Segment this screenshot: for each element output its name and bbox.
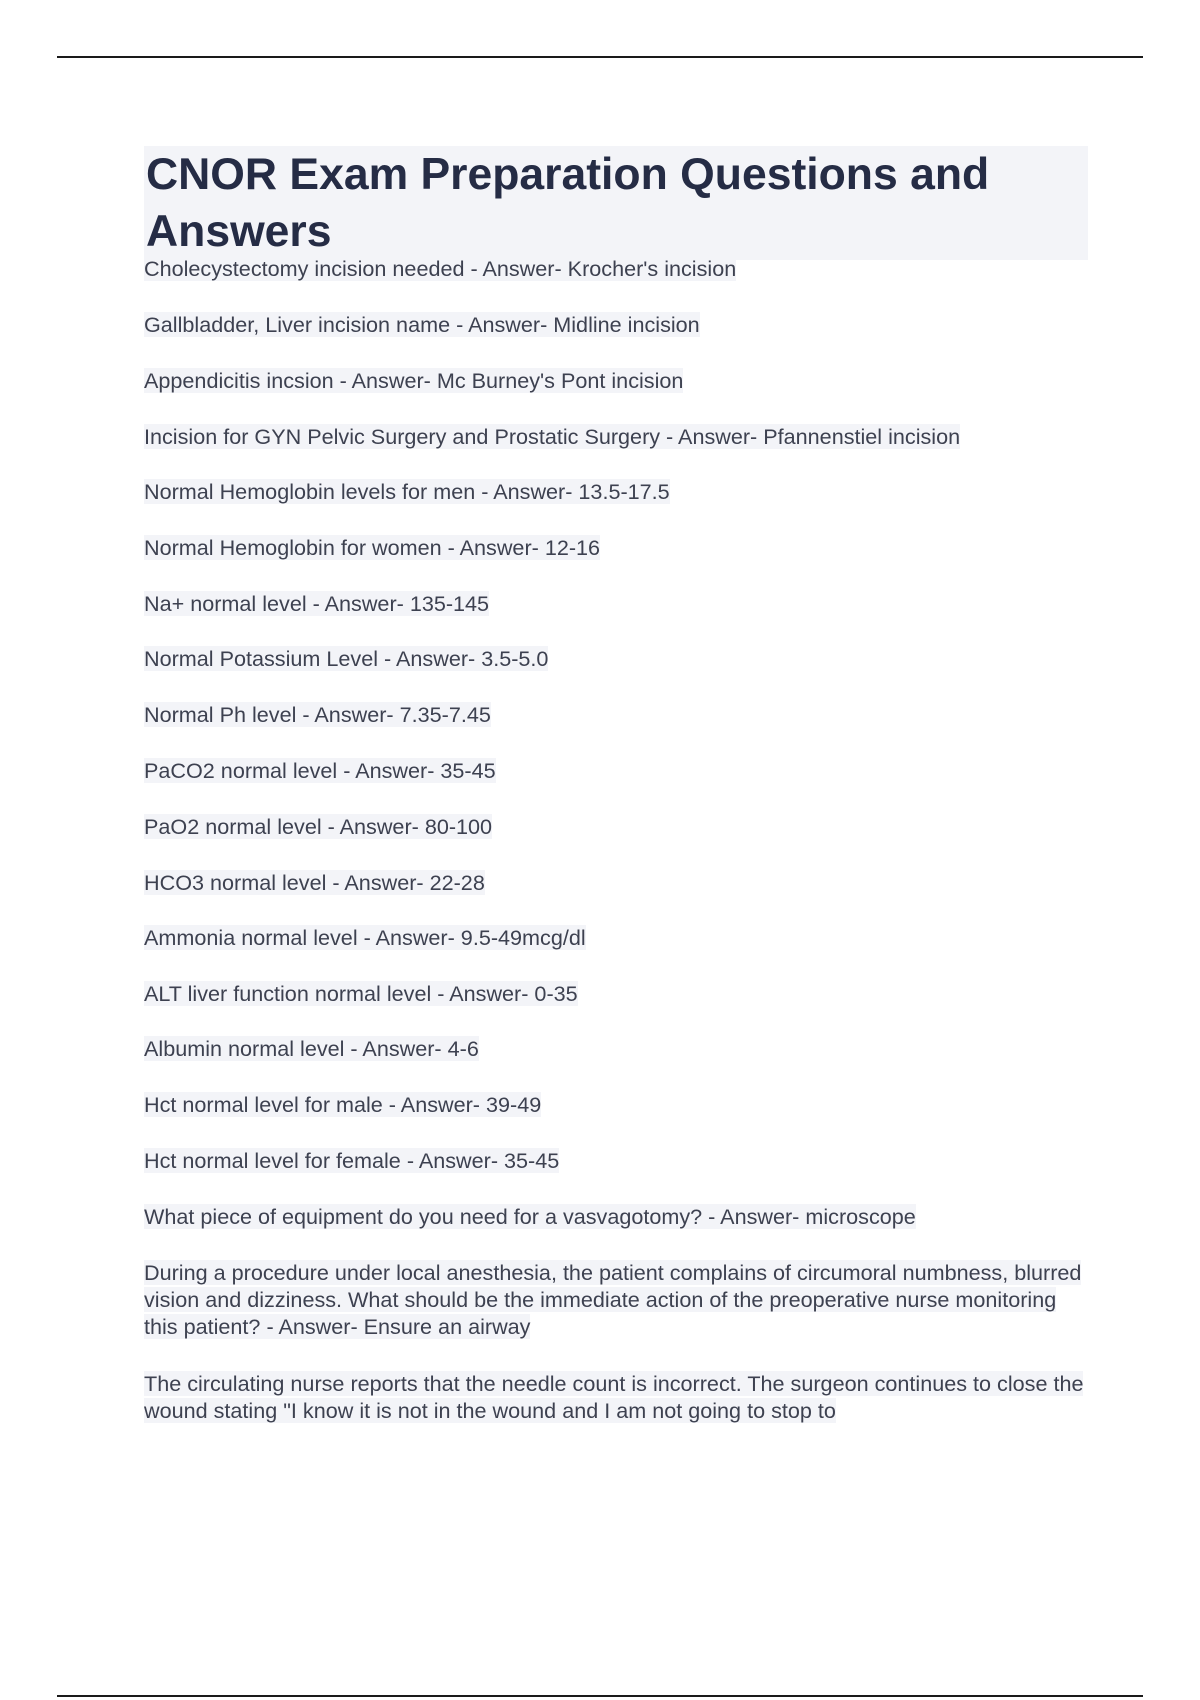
qa-item: PaCO2 normal level - Answer- 35-45 <box>144 758 496 783</box>
qa-item: Albumin normal level - Answer- 4-6 <box>144 1036 479 1061</box>
qa-item: Normal Potassium Level - Answer- 3.5-5.0 <box>144 646 549 671</box>
bottom-rule <box>57 1695 1143 1697</box>
qa-item: Normal Ph level - Answer- 7.35-7.45 <box>144 702 491 727</box>
top-rule <box>57 56 1143 58</box>
qa-item: Normal Hemoglobin levels for men - Answer- 13.5-17.5 <box>144 479 670 504</box>
qa-item: Hct normal level for female - Answer- 35-45 <box>144 1148 560 1173</box>
qa-item: Normal Hemoglobin for women - Answer- 12-16 <box>144 535 601 560</box>
qa-item: PaO2 normal level - Answer- 80-100 <box>144 814 493 839</box>
qa-item: ALT liver function normal level - Answer- 0-35 <box>144 981 578 1006</box>
qa-item: During a procedure under local anesthesia, the patient complains of circumoral numbness, blurred vision and dizziness. What should be the immediate action of the preoperative nurse monitoring this patient? - Answer- Ensure an airway <box>144 1260 1082 1339</box>
qa-item: Ammonia normal level - Answer- 9.5-49mcg/dl <box>144 925 586 950</box>
qa-item: Na+ normal level - Answer- 135-145 <box>144 591 490 616</box>
qa-item: HCO3 normal level - Answer- 22-28 <box>144 870 485 895</box>
qa-item: What piece of equipment do you need for a vasvagotomy? - Answer- microscope <box>144 1204 916 1229</box>
qa-item: The circulating nurse reports that the needle count is incorrect. The surgeon continues to close the wound stating "I know it is not in the wound and I am not going to stop to <box>144 1371 1084 1423</box>
qa-item: Cholecystectomy incision needed - Answer- Krocher's incision <box>144 256 737 281</box>
qa-item: Hct normal level for male - Answer- 39-49 <box>144 1092 542 1117</box>
page-title: CNOR Exam Preparation Questions and Answers <box>144 146 1088 260</box>
qa-item: Gallbladder, Liver incision name - Answer- Midline incision <box>144 312 700 337</box>
qa-item: Incision for GYN Pelvic Surgery and Prostatic Surgery - Answer- Pfannenstiel incision <box>144 424 961 449</box>
qa-item: Appendicitis incsion - Answer- Mc Burney's Pont incision <box>144 368 684 393</box>
